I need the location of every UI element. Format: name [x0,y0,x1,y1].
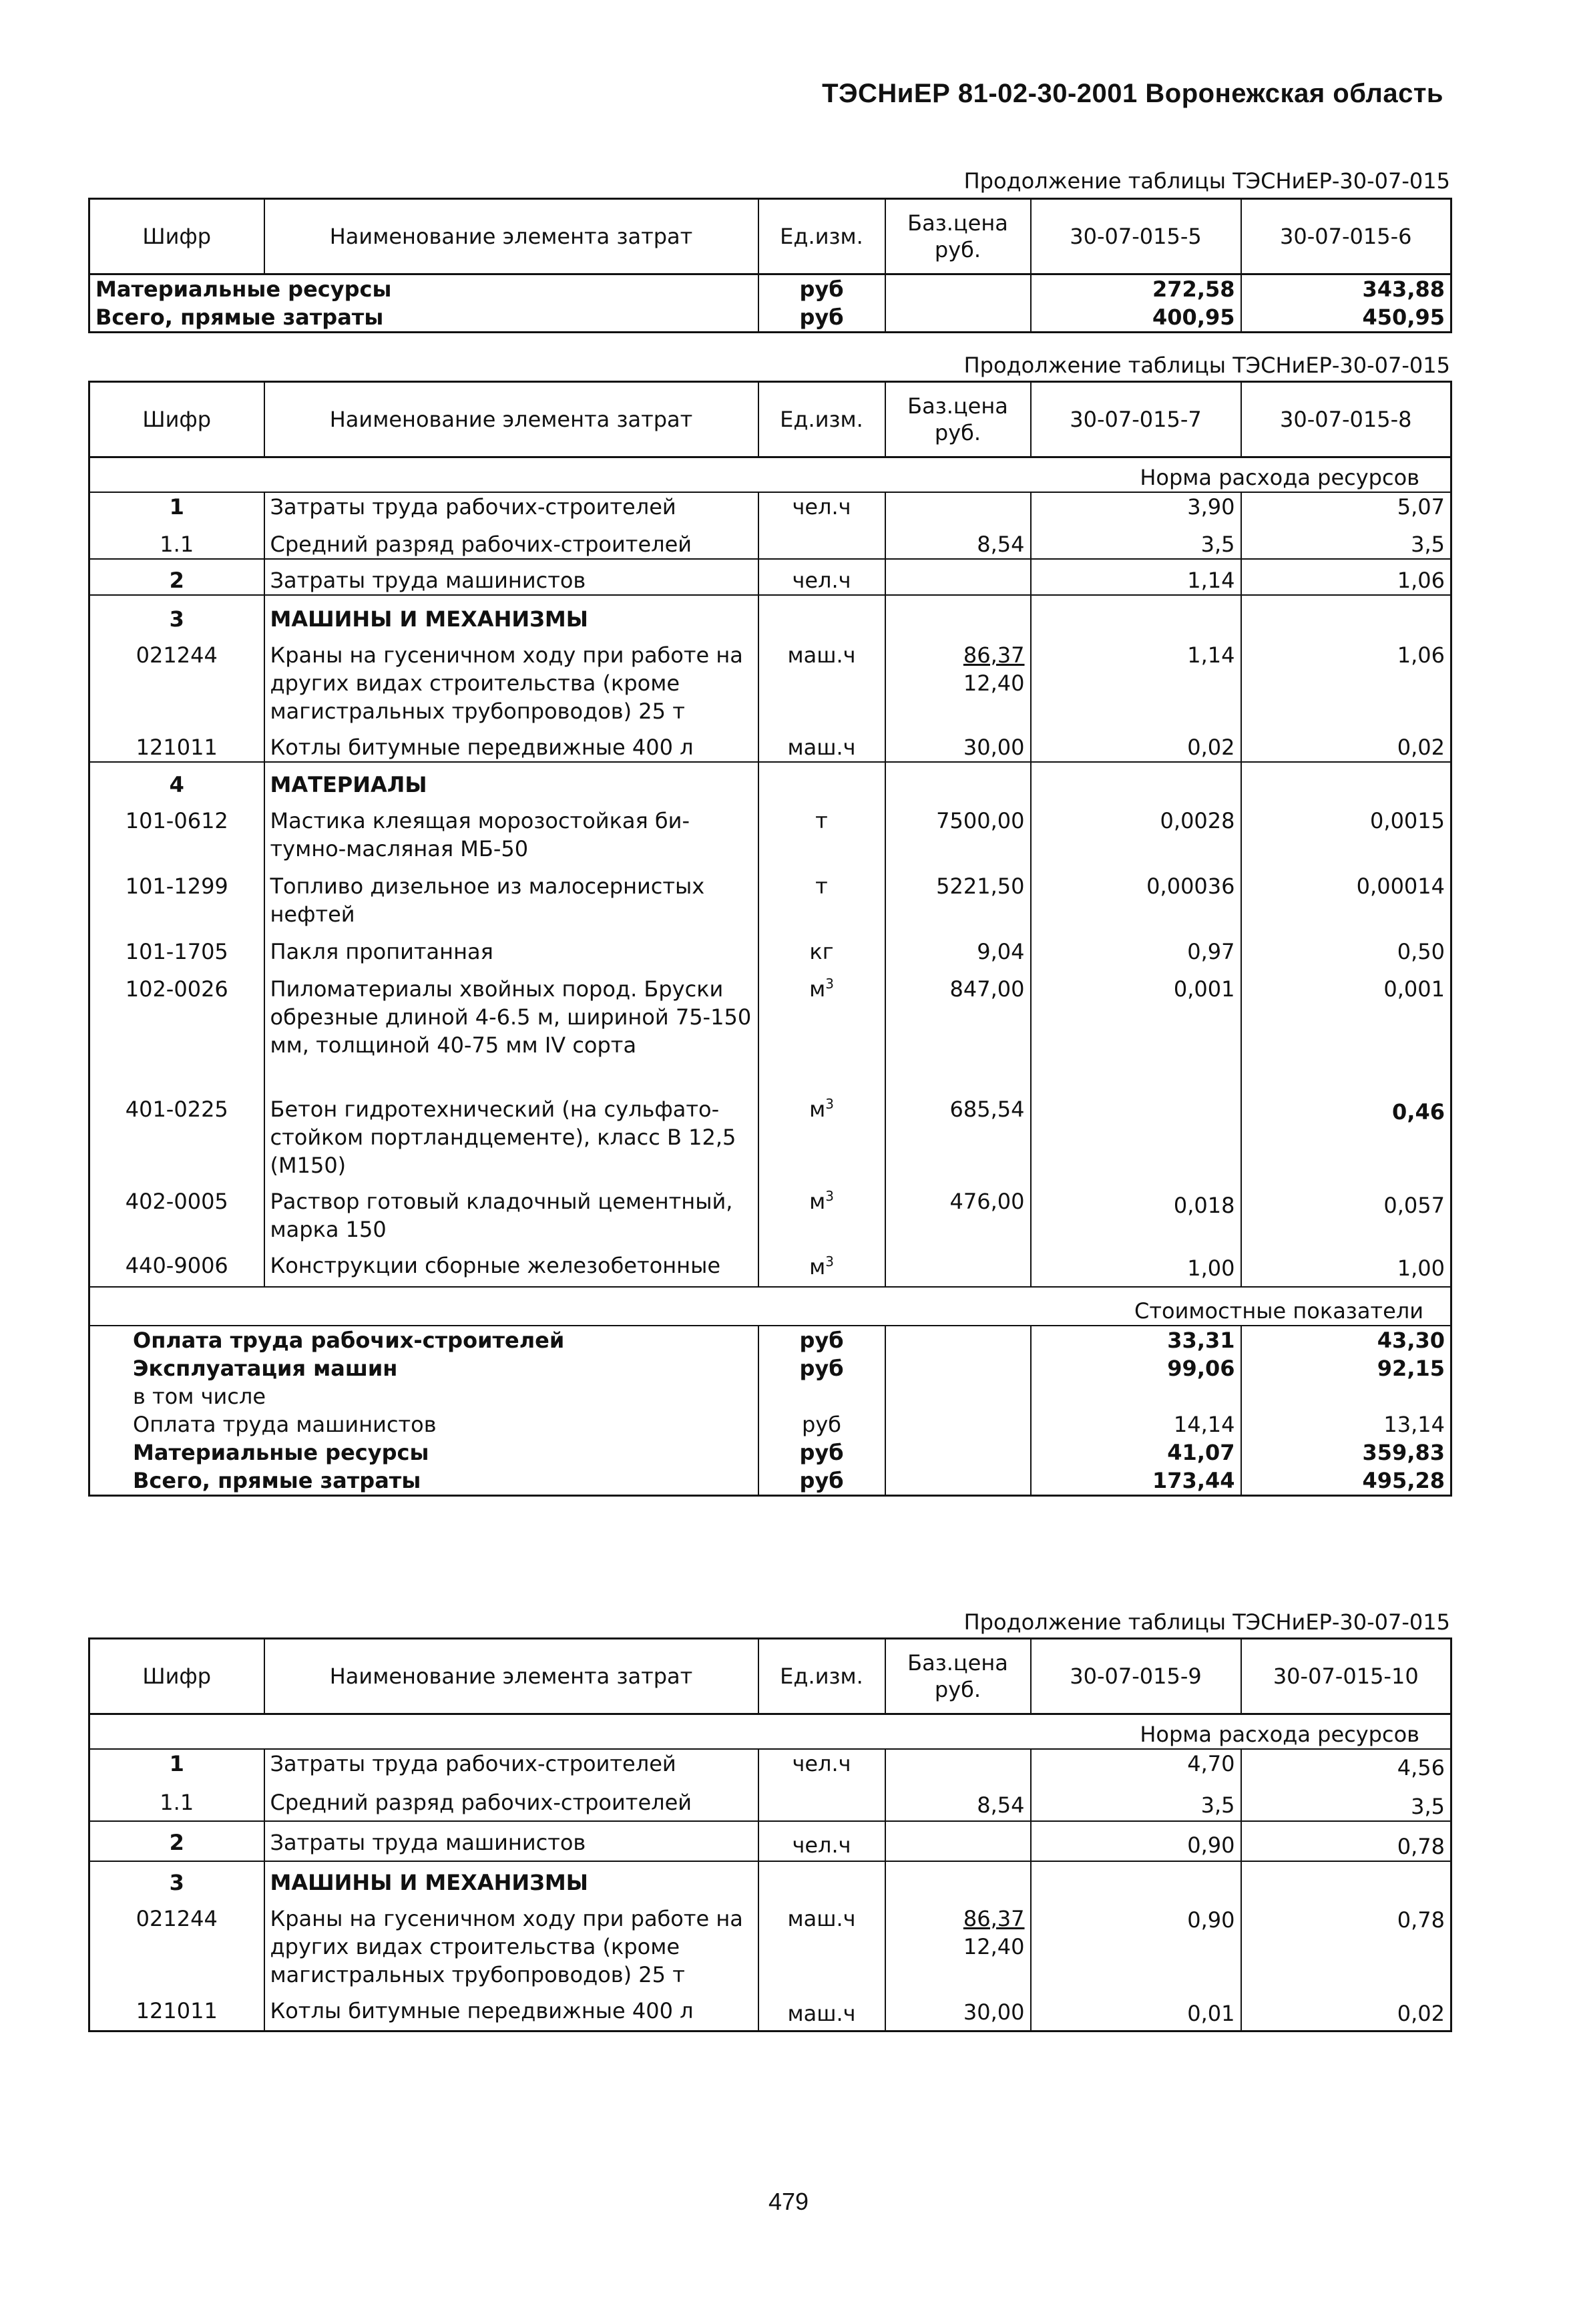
unit-text: м [809,1254,826,1280]
cost-row-value-a: 41,07 [1031,1438,1241,1467]
table-row [89,1094,1451,1179]
row-unit: чел.ч [758,559,885,595]
row-value-a: 3,5 [1031,521,1241,559]
col-header-code: Шифр [89,1639,264,1714]
table-row [89,1782,1451,1821]
table-row [89,928,1451,966]
row-value-b: 0,001 [1241,966,1451,1094]
row-value-a: 0,001 [1031,966,1241,1094]
row-value-a: 0,90 [1031,1897,1241,1989]
col-header-price: Баз.цена руб. [885,1639,1031,1714]
table-row [89,1179,1451,1243]
row-value-b: 0,78 [1241,1897,1451,1989]
row-value-a: 0,01 [1031,1989,1241,2031]
cost-row-label: Эксплуатация машин [133,1356,398,1381]
row-value-a: 1,00 [1031,1243,1241,1287]
row-unit: маш.ч [758,1897,885,1989]
row-price: 685,54 [885,1094,1031,1179]
row-code: 121011 [136,735,218,760]
row-price: 9,04 [885,928,1031,966]
row-price: 7500,00 [885,799,1031,863]
row-value-b: 343,88 [1241,274,1451,304]
row-price-underlined: 86,37 [963,642,1025,668]
cost-label: Стоимостные показатели [89,1287,1451,1326]
row-price: 8,54 [885,521,1031,559]
table-row [89,725,1451,762]
row-value-b: 4,56 [1241,1749,1451,1782]
table-row [89,762,1451,799]
resource-table-1 [88,198,1452,333]
row-price [885,1897,1031,1989]
row-price-secondary: 12,40 [963,670,1025,696]
row-value-a: 0,02 [1031,725,1241,762]
row-code: 2 [89,559,264,595]
table-row [89,966,1451,1094]
row-name: Конструкции сборные железобетонные [264,1243,758,1287]
row-label: Всего, прямые затраты [95,305,384,330]
row-value-b: 0,78 [1241,1821,1451,1861]
table-row [89,559,1451,595]
col-header-a: 30-07-015-9 [1031,1639,1241,1714]
row-value-b: 3,5 [1241,521,1451,559]
row-code: 101-1705 [125,939,228,964]
cost-row [89,1467,1451,1496]
unit-superscript: 3 [825,1096,834,1112]
page-number: 479 [768,2188,809,2215]
table-row [89,1243,1451,1287]
row-code: 101-1299 [125,874,228,899]
table-header-row [89,199,1451,274]
cost-row [89,1354,1451,1382]
unit-superscript: 3 [825,1188,834,1204]
row-name: Раствор готовый кладочный цементный, марка 150 [264,1179,758,1243]
row-code: 021244 [136,642,218,668]
cost-row-unit: руб [758,1467,885,1496]
table-row [89,1749,1451,1782]
table-continuation-caption: Продолжение таблицы ТЭСНиЕР-30-07-015 [963,168,1450,194]
unit-text: м [809,1189,826,1214]
section-heading: МАШИНЫ И МЕХАНИЗМЫ [264,595,758,633]
row-value-b: 0,02 [1241,1989,1451,2031]
cost-row-unit: руб [758,1410,885,1438]
row-name: Пакля пропитанная [264,928,758,966]
row-value-b: 0,00014 [1241,863,1451,928]
cost-row-value-b: 359,83 [1241,1438,1451,1467]
row-unit: чел.ч [758,1749,885,1782]
row-price: 30,00 [885,1989,1031,2031]
row-code: 401-0225 [125,1097,228,1122]
row-unit: маш.ч [758,725,885,762]
table-row [89,1861,1451,1897]
row-value-b: 0,0015 [1241,799,1451,863]
norm-label: Норма расхода ресурсов [1140,465,1419,490]
row-name: Затраты труда машинистов [264,559,758,595]
row-unit: руб [758,303,885,333]
row-price [885,492,1031,521]
row-name: Краны на гусеничном ходу при работе на других видах строительства (кроме магистральных трубопроводов) 25 т [264,633,758,725]
section-label-row [89,457,1451,493]
table-row [89,492,1451,521]
cost-row-label: Оплата труда машинистов [133,1412,437,1437]
col-header-price: Баз.цена руб. [885,382,1031,457]
row-value-a: 3,5 [1031,1782,1241,1821]
cost-row-value-b: 13,14 [1241,1410,1451,1438]
section-heading: МАТЕРИАЛЫ [264,762,758,799]
row-value-b: 0,50 [1241,928,1451,966]
row-name: Затраты труда машинистов [264,1821,758,1861]
row-value-a: 0,0028 [1031,799,1241,863]
row-value-b: 0,057 [1241,1179,1451,1243]
row-name: Краны на гусеничном ходу при работе на других видах строительства (кроме магистральных трубопроводов) 25 т [264,1897,758,1989]
col-header-b: 30-07-015-8 [1241,382,1451,457]
resource-table-2 [88,381,1452,1497]
table-header-row [89,1639,1451,1714]
table-header-row [89,382,1451,457]
col-header-price: Баз.цена руб. [885,199,1031,274]
row-value-b: 450,95 [1241,303,1451,333]
cost-row-label: Оплата труда рабочих-строителей [89,1326,758,1354]
row-code: 4 [89,762,264,799]
unit-superscript: 3 [825,976,834,992]
cost-row-label: Материальные ресурсы [133,1440,429,1465]
col-header-unit: Ед.изм. [758,382,885,457]
cost-row [89,1410,1451,1438]
row-code: 1.1 [160,532,194,557]
row-code: 3 [89,1861,264,1897]
table-row [89,1897,1451,1989]
cost-row [89,1382,1451,1410]
table-row [89,863,1451,928]
unit-text: м [809,1097,826,1122]
row-unit [758,521,885,559]
row-value-b: 0,02 [1241,725,1451,762]
row-code: 101-0612 [125,808,228,833]
row-value-a: 0,00036 [1031,863,1241,928]
document-title: ТЭСНиЕР 81-02-30-2001 Воронежская область [822,79,1443,108]
section-label-row [89,1714,1451,1750]
row-name: Затраты труда рабочих-строителей [264,1749,758,1782]
row-unit: чел.ч [758,1821,885,1861]
cost-row-value-b: 43,30 [1241,1326,1451,1354]
unit-superscript: 3 [825,1253,834,1270]
cost-row-unit: руб [758,1354,885,1382]
row-value-a: 1,14 [1031,559,1241,595]
col-header-a: 30-07-015-7 [1031,382,1241,457]
cost-row-label: Всего, прямые затраты [133,1468,421,1493]
row-name: Затраты труда рабочих-строителей [264,492,758,521]
row-code: 121011 [136,1998,218,2023]
table-row [89,1989,1451,2031]
col-header-unit: Ед.изм. [758,1639,885,1714]
table-row [89,595,1451,633]
table-row [89,1821,1451,1861]
row-value-b: 0,46 [1241,1094,1451,1179]
table-row [89,274,1451,304]
row-code: 1.1 [160,1790,194,1815]
row-unit: т [758,863,885,928]
col-header-name: Наименование элемента затрат [264,199,758,274]
col-header-unit: Ед.изм. [758,199,885,274]
row-code: 3 [89,595,264,633]
col-header-b: 30-07-015-10 [1241,1639,1451,1714]
row-unit: маш.ч [758,633,885,725]
row-value-a: 4,70 [1031,1749,1241,1782]
row-name: Топливо дизельное из малосернистых нефтей [264,863,758,928]
table-continuation-caption: Продолжение таблицы ТЭСНиЕР-30-07-015 [963,1609,1450,1635]
row-price [885,633,1031,725]
row-unit [758,1243,885,1287]
row-value-b: 5,07 [1241,492,1451,521]
cost-row-unit: руб [758,1326,885,1354]
row-unit [758,1179,885,1243]
cost-row-value-a: 14,14 [1031,1410,1241,1438]
section-heading: МАШИНЫ И МЕХАНИЗМЫ [264,1861,758,1897]
row-price-underlined: 86,37 [963,1906,1025,1931]
table-row [89,303,1451,333]
cost-row [89,1326,1451,1354]
cost-row-value-b: 92,15 [1241,1354,1451,1382]
row-value-a: 1,14 [1031,633,1241,725]
row-code: 440-9006 [125,1253,228,1278]
row-price-secondary: 12,40 [963,1934,1025,1959]
row-code: 102-0026 [125,976,228,1002]
row-code: 1 [89,492,264,521]
row-value-a [1031,1094,1241,1179]
row-price: 5221,50 [885,863,1031,928]
unit-text: м [809,976,826,1002]
col-header-name: Наименование элемента затрат [264,1639,758,1714]
row-unit [758,1094,885,1179]
row-unit: маш.ч [758,1989,885,2031]
row-unit: руб [758,274,885,304]
row-value-b: 1,00 [1241,1243,1451,1287]
row-price: 847,00 [885,966,1031,1094]
section-label-row [89,1287,1451,1326]
row-price: 30,00 [885,725,1031,762]
row-code: 021244 [136,1906,218,1931]
row-value-a: 0,97 [1031,928,1241,966]
cost-row-label: в том числе [133,1384,266,1409]
row-value-b: 3,5 [1241,1782,1451,1821]
row-unit [758,966,885,1094]
table-continuation-caption: Продолжение таблицы ТЭСНиЕР-30-07-015 [963,353,1450,378]
row-name: Средний разряд рабочих-строителей [264,521,758,559]
row-code: 1 [89,1749,264,1782]
col-header-code: Шифр [89,199,264,274]
table-row [89,521,1451,559]
row-name: Мастика клеящая морозостойкая би-тумно-масляная МБ-50 [264,799,758,863]
norm-label: Норма расхода ресурсов [1140,1722,1419,1747]
col-header-name: Наименование элемента затрат [264,382,758,457]
row-unit: кг [758,928,885,966]
row-price: 476,00 [885,1179,1031,1243]
row-value-a: 400,95 [1031,303,1241,333]
cost-row-value-b: 495,28 [1241,1467,1451,1496]
cost-row-value-a: 33,31 [1031,1326,1241,1354]
row-value-b: 1,06 [1241,559,1451,595]
row-price: 8,54 [885,1782,1031,1821]
row-value-b: 1,06 [1241,633,1451,725]
row-label: Материальные ресурсы [95,276,392,302]
table-row [89,799,1451,863]
row-unit: т [758,799,885,863]
cost-row-unit: руб [758,1438,885,1467]
row-code: 402-0005 [125,1189,228,1214]
col-header-code: Шифр [89,382,264,457]
cost-row [89,1438,1451,1467]
col-header-b: 30-07-015-6 [1241,199,1451,274]
row-name: Средний разряд рабочих-строителей [264,1782,758,1821]
cost-row-value-a: 173,44 [1031,1467,1241,1496]
row-value-a: 0,018 [1031,1179,1241,1243]
resource-table-3 [88,1637,1452,2032]
row-name: Котлы битумные передвижные 400 л [264,1989,758,2031]
row-name: Бетон гидротехнический (на сульфато-стойком портландцементе), класс В 12,5 (М150) [264,1094,758,1179]
row-value-a: 0,90 [1031,1821,1241,1861]
row-code: 2 [89,1821,264,1861]
row-value-a: 3,90 [1031,492,1241,521]
row-unit: чел.ч [758,492,885,521]
col-header-a: 30-07-015-5 [1031,199,1241,274]
table-row [89,633,1451,725]
row-name: Пиломатериалы хвойных пород. Бруски обрезные длиной 4-6.5 м, шириной 75-150 мм, толщиной 40-75 мм IV сорта [264,966,758,1094]
row-value-a: 272,58 [1031,274,1241,304]
row-name: Котлы битумные передвижные 400 л [264,725,758,762]
cost-row-value-a: 99,06 [1031,1354,1241,1382]
